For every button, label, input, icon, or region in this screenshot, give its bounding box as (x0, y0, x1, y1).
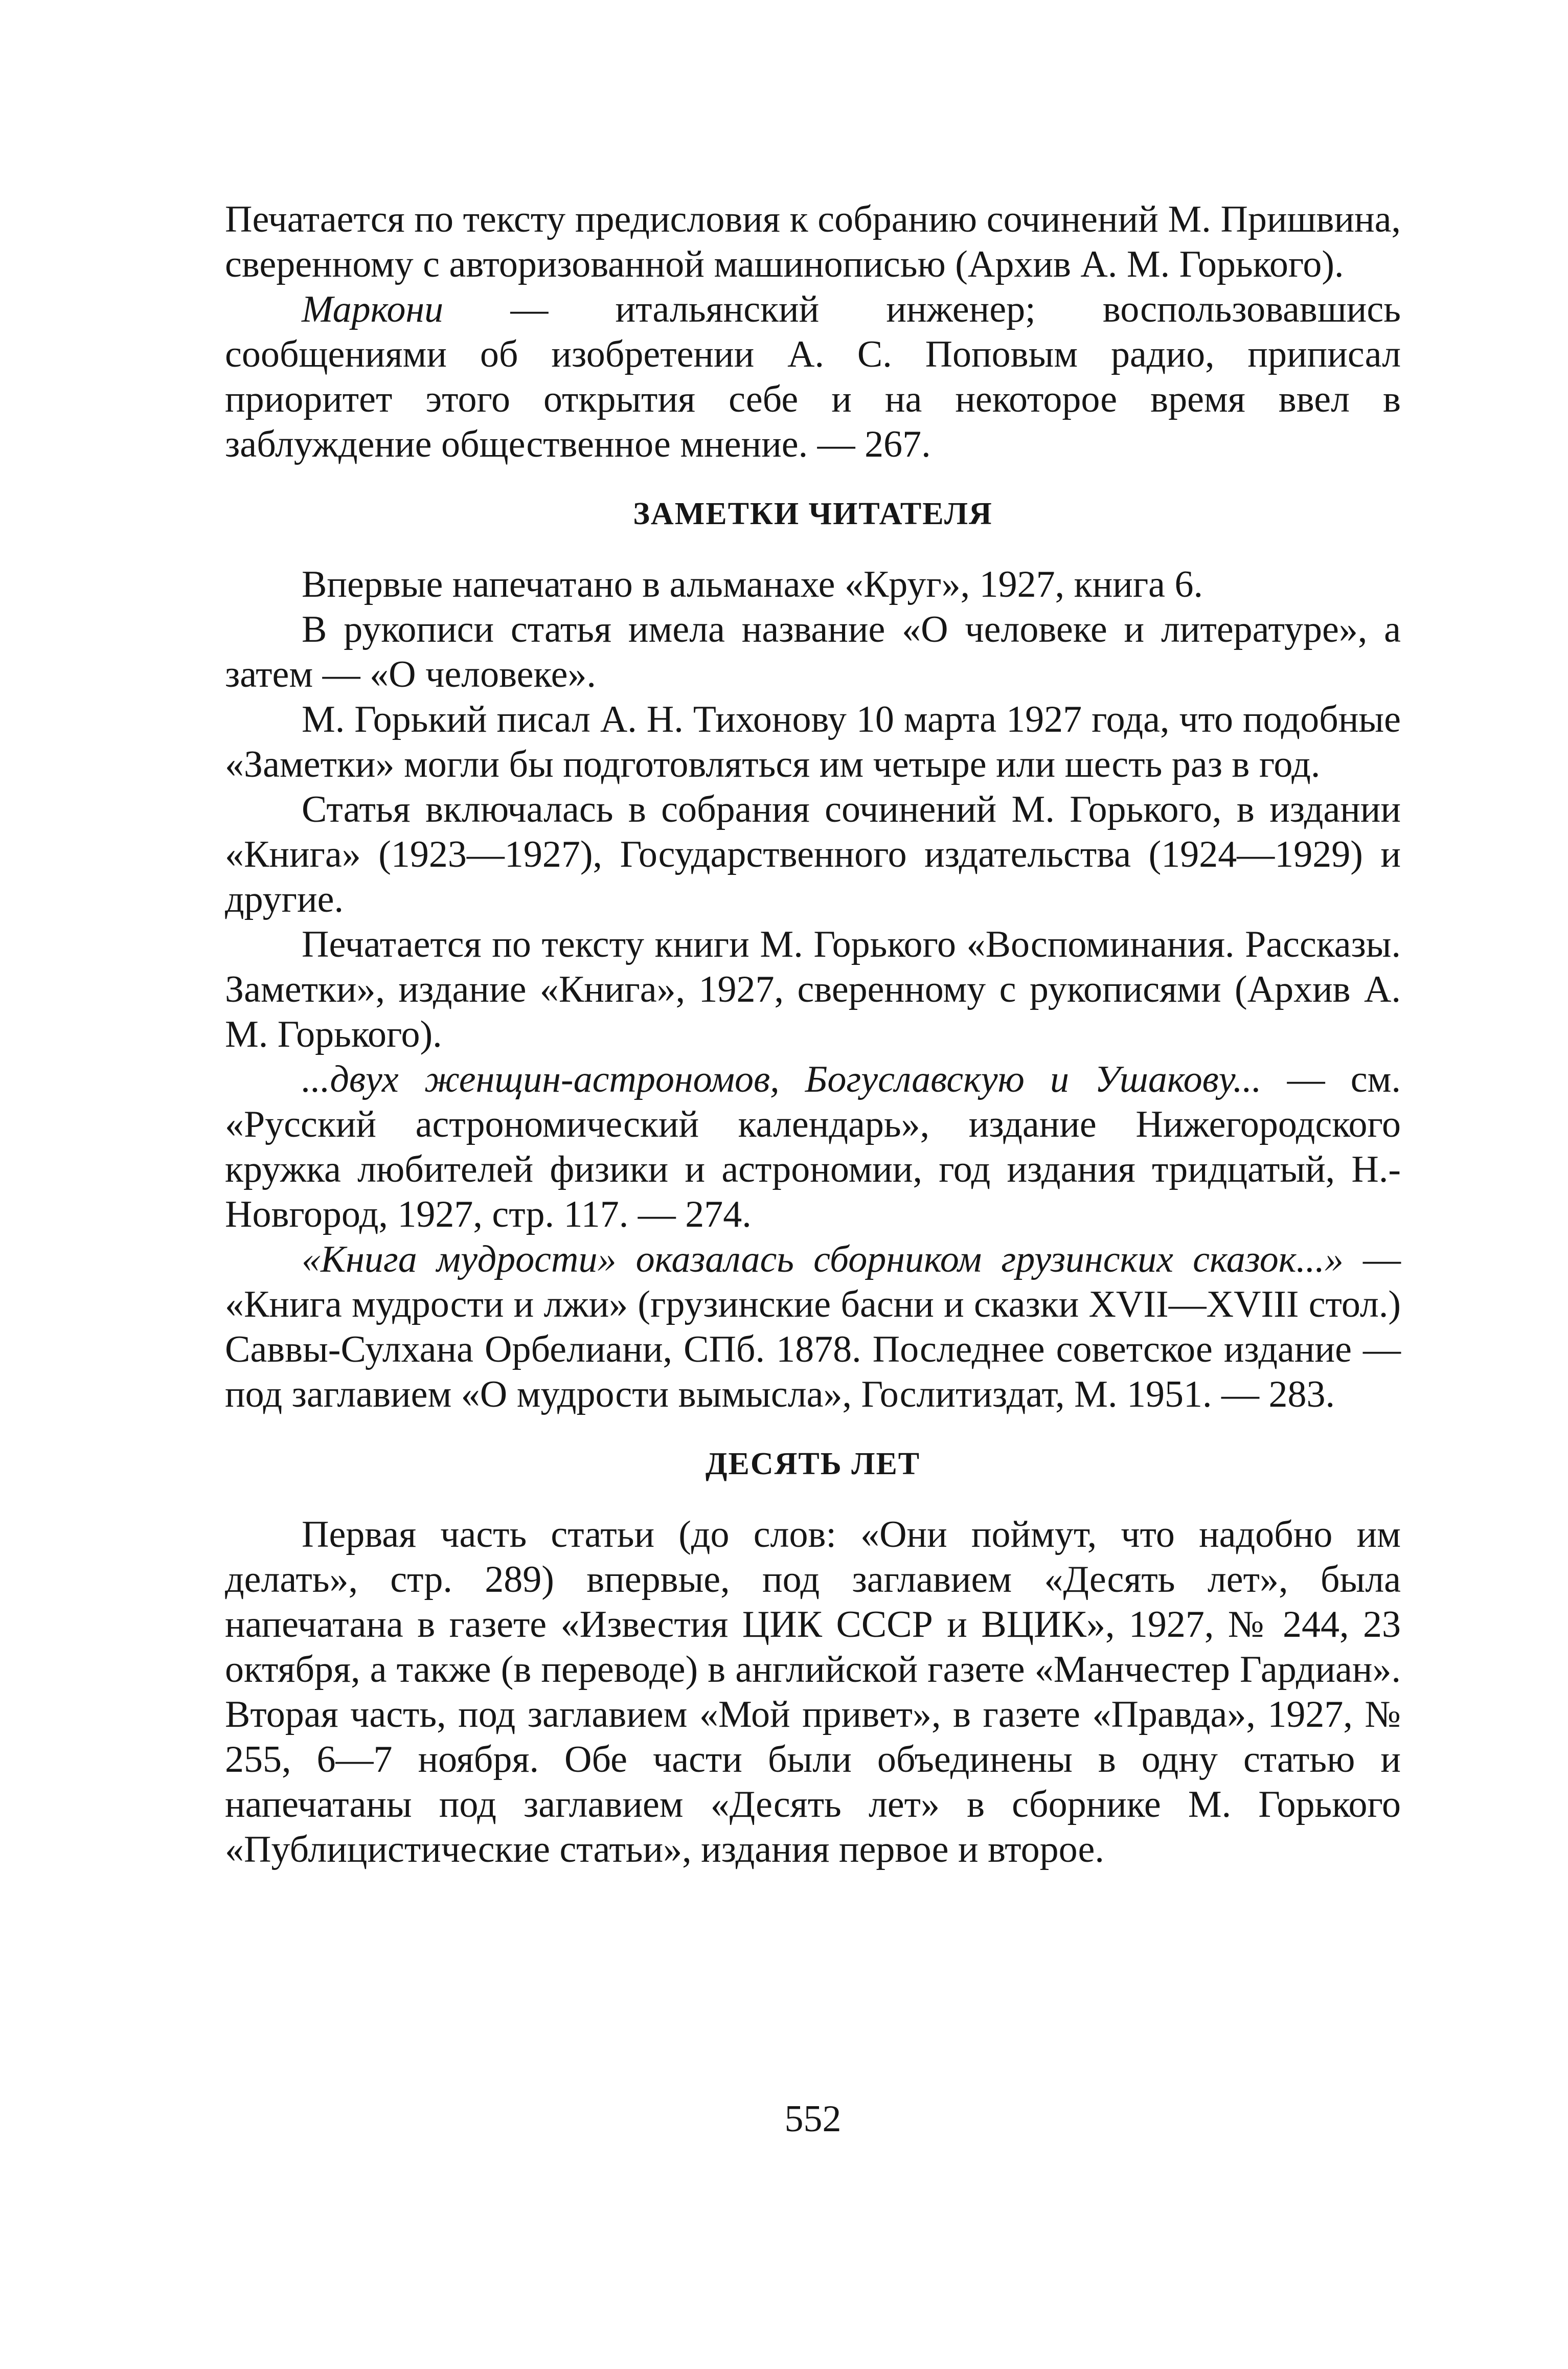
paragraph-text: М. Горький писал А. Н. Тихонову 10 марта 1927 года, что подобные «Заметки» могли бы подготовляться им четыре или шесть раз в год. (225, 698, 1401, 785)
paragraph-text: — см. «Русский астрономический календарь», издание Нижегородского кружка любителей физики и астрономии, год издания тридцатый, Н.-Новгород, 1927, стр. 117. — 274. (225, 1058, 1401, 1235)
section1-paragraph-5 (225, 922, 1401, 1057)
section-heading-ten-years: ДЕСЯТЬ ЛЕТ (705, 1447, 921, 1481)
paragraph-text: Впервые напечатано в альманахе «Круг», 1927, книга 6. (302, 563, 1203, 605)
section-heading-reader-notes: ЗАМЕТКИ ЧИТАТЕЛЯ (633, 497, 993, 531)
paragraph-text: Первая часть статьи (до слов: «Они поймут, что надобно им делать», стр. 289) впервые, под заглавием «Десять лет», была напечатана в газете «Известия ЦИК СССР и ВЦИК», 1927, № 244, 23 октября, а также (в переводе) в английской газете «Манчестер Гардиан». Вторая часть, под заглавием «Мой привет», в газете «Правда», 1927, № 255, 6—7 ноября. Обе части были объединены в одну статью и напечатаны под заглавием «Десять лет» в сборнике М. Горького «Публицистические статьи», издания первое и второе. (225, 1514, 1401, 1870)
paragraph-lead: ...двух женщин-астрономов, Богуславскую и Ушакову... (302, 1058, 1262, 1100)
intro-paragraph-1 (225, 197, 1401, 287)
paragraph-text: Печатается по тексту предисловия к собранию сочинений М. Пришвина, сверенному с авторизованной машинописью (Архив А. М. Горького). (225, 198, 1401, 285)
paragraph-text: Печатается по тексту книги М. Горького «Воспоминания. Рассказы. Заметки», издание «Книга», 1927, сверенному с рукописями (Архив А. М. Горького). (225, 923, 1401, 1055)
paragraph-lead: Маркони (302, 288, 444, 330)
intro-paragraph-2 (225, 287, 1401, 467)
paragraph-text: Статья включалась в собрания сочинений М. Горького, в издании «Книга» (1923—1927), Государственного издательства (1924—1929) и другие. (225, 788, 1401, 920)
paragraph-text: В рукописи статья имела название «О человеке и литературе», а затем — «О человеке». (225, 608, 1401, 695)
page-number: 552 (784, 2098, 842, 2140)
paragraph-lead: «Книга мудрости» оказалась сборником грузинских сказок...» (302, 1238, 1344, 1280)
section2-paragraph-1 (225, 1512, 1401, 1872)
paragraph-text: — «Книга мудрости и лжи» (грузинские басни и сказки XVII—XVIII стол.) Саввы-Сулхана Орбелиани, СПб. 1878. Последнее советское издание — под заглавием «О мудрости вымысла», Гослитиздат, М. 1951. — 283. (225, 1238, 1401, 1415)
paragraph-text: — итальянский инженер; воспользовавшись сообщениями об изобретении А. С. Поповым радио, приписал приоритет этого открытия себе и на некоторое время ввел в заблуждение общественное мнение. — 267. (225, 288, 1401, 465)
section1-paragraph-4 (225, 787, 1401, 922)
section1-paragraph-2 (225, 607, 1401, 697)
section1-paragraph-7 (225, 1237, 1401, 1417)
document-page (225, 197, 1401, 2191)
section1-paragraph-3 (225, 697, 1401, 787)
section1-paragraph-6 (225, 1057, 1401, 1237)
section1-paragraph-1 (225, 562, 1401, 607)
